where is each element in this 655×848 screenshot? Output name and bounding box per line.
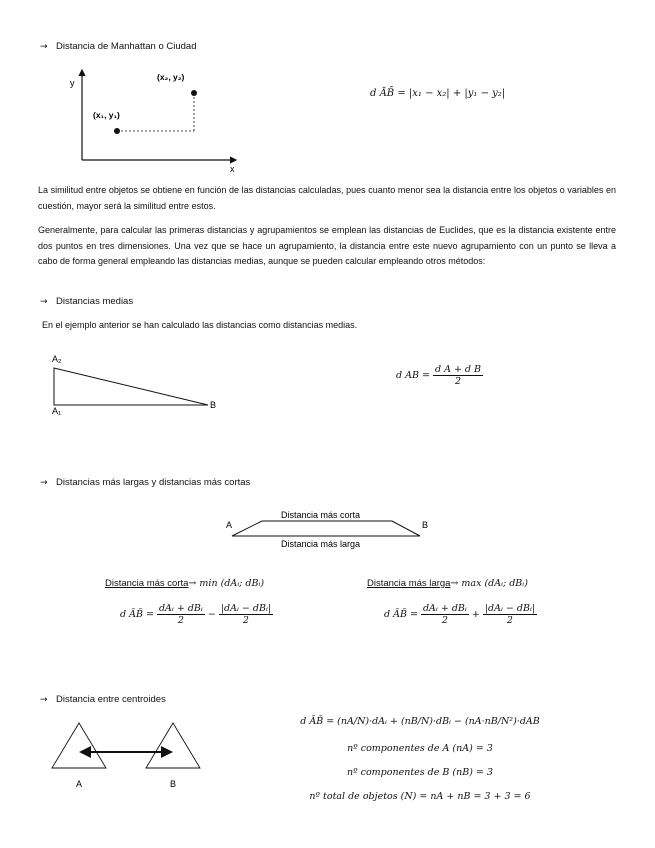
paragraph-similitud: La similitud entre objetos se obtiene en función de las distancias calculadas, pues cuanto menor sea la distancia entre los objetos o variables en cuestión, mayor será la similitud entre estos. [38,185,616,211]
section-title: Distancias más largas y distancias más cortas [56,477,251,488]
larga-formula [384,603,537,626]
larga-rhs: → max (dAᵢ; dBᵢ) [450,578,528,589]
trapezoid-shape [232,521,420,536]
fraction-denominator: 2 [441,615,448,626]
fraction-numerator: dAᵢ + dBᵢ [158,603,203,614]
formula-fraction-1 [421,603,469,626]
section-heading-manhattan [40,39,196,55]
section-title: Distancias medias [56,296,134,307]
centroide-line-4: nº total de objetos (N) = nA + nB = 3 + 3 = 6 [309,791,531,802]
formula-fraction-2 [483,603,537,626]
corta-label: Distancia más corta [105,578,189,589]
fraction-denominator: 2 [454,376,462,387]
section-heading-medias [40,294,133,310]
larga-definition [367,578,528,589]
fraction-numerator: |dAᵢ − dBᵢ| [220,603,272,614]
formula-fraction [433,364,483,387]
arrow-right-icon: → [40,42,48,52]
trapezoid-diagram [222,505,442,553]
section-heading-largas-cortas [40,475,250,491]
fraction-numerator: dAᵢ + dBᵢ [422,603,467,614]
larga-label: Distancia más larga [367,578,451,589]
label-b: B [170,779,177,789]
fraction-denominator: 2 [506,615,513,626]
fraction-denominator: 2 [177,615,184,626]
formula-operator: + [471,609,480,620]
point-2-label: (x₂, y₂) [157,72,185,82]
centroid-diagram [45,715,220,795]
label-a: A [76,779,83,789]
corta-definition [105,578,264,589]
paragraph-generalmente: Generalmente, para calcular las primeras distancias y agrupamientos se emplean las distancias de Euclides, que es la distancia existente entre dos puntos en tres dimensiones. Una vez que se hace un agrupamiento, la distancia entre este nuevo agrupamiento con un punto se lleva a cabo de forma general empleando las distancias medias, aunque se pueden calcular empleando otros métodos: [38,225,616,266]
point-1-label: (x₁, y₁) [93,110,120,120]
centroide-line-3: nº componentes de B (nB) = 3 [347,767,493,778]
formula-fraction-1 [157,603,205,626]
x-axis-label: x [230,164,235,174]
corta-rhs: → min (dAᵢ; dBᵢ) [188,578,265,589]
arrow-right-icon: → [40,297,48,307]
centroide-line-1: d ĀB̄ = (nA/N)·dAᵢ + (nB/N)·dBᵢ − (nA·nB/N²)·dAB [300,716,540,727]
arrow-right-icon: → [40,695,48,705]
paragraph-ejemplo: En el ejemplo anterior se han calculado las distancias como distancias medias. [42,320,358,330]
manhattan-diagram [60,62,260,177]
medias-formula [396,364,483,387]
long-distance-label: Distancia más larga [281,539,361,549]
fraction-numerator: d A + d B [434,364,482,375]
section-title: Distancia entre centroides [56,694,166,705]
formula-lhs: d ĀB̄ = [384,609,418,620]
formula-lhs: d ĀB̄ = [120,609,154,620]
y-axis-label: y [70,78,75,88]
label-b: B [422,520,429,530]
centroide-line-2: nº componentes de A (nA) = 3 [347,743,493,754]
triangle-diagram [45,350,225,420]
short-distance-label: Distancia más corta [281,510,361,520]
corta-formula [120,603,273,626]
manhattan-formula: d ĀB̄ = |x₁ − x₂| + |y₁ − y₂| [370,88,506,99]
label-b: B [210,400,217,410]
label-a2: A₂ [52,354,62,364]
formula-fraction-2 [219,603,273,626]
triangle-a [52,723,106,768]
fraction-numerator: |dAᵢ − dBᵢ| [484,603,536,614]
arrow-right-icon: → [40,478,48,488]
label-a: A [226,520,233,530]
formula-lhs: d AB = [396,370,430,381]
section-title: Distancia de Manhattan o Ciudad [56,41,197,52]
label-a1: A₁ [52,406,62,416]
section-heading-centroides [40,692,166,708]
fraction-denominator: 2 [242,615,249,626]
triangle-b [146,723,200,768]
formula-operator: − [207,609,216,620]
triangle-shape [54,368,208,405]
